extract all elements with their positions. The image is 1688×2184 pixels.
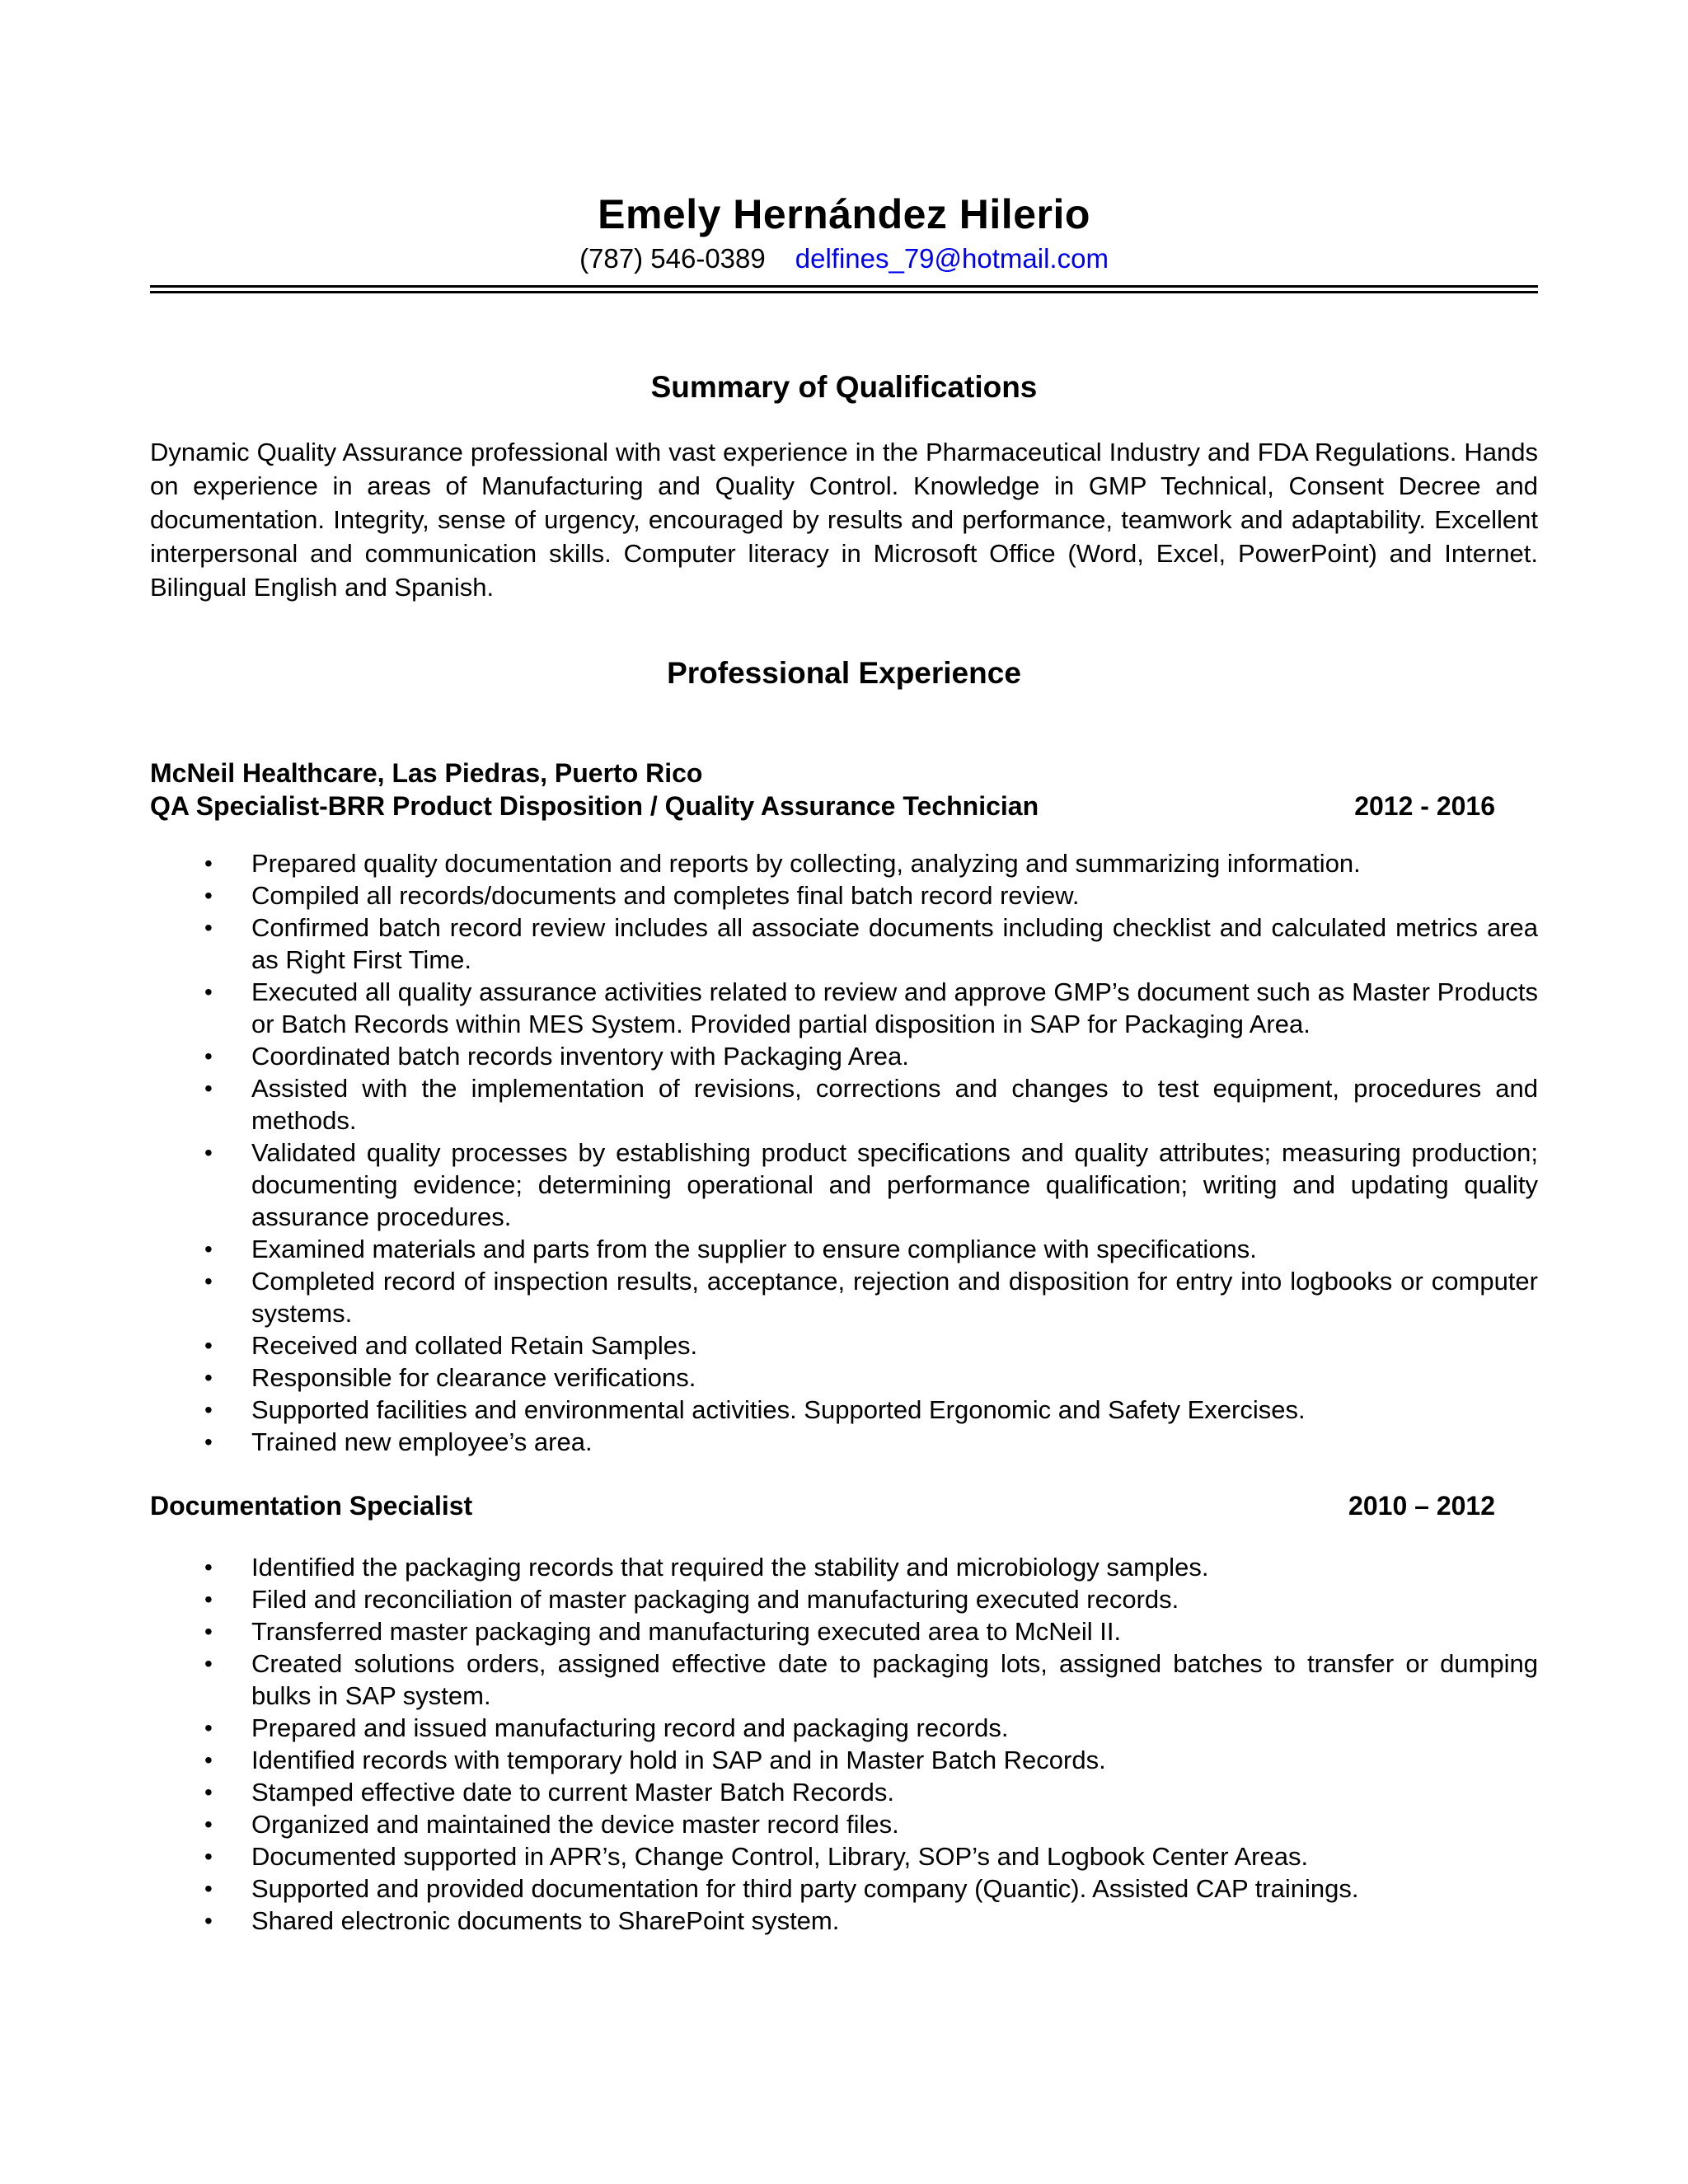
- bullet-item: • Prepared quality documentation and reports by collecting, analyzing and summarizing information.: [251, 847, 1538, 879]
- bullet-item: • Stamped effective date to current Master Batch Records.: [251, 1776, 1538, 1808]
- bullet-item: • Identified records with temporary hold in SAP and in Master Batch Records.: [251, 1744, 1538, 1776]
- job-dates: 2010 – 2012: [1348, 1491, 1495, 1521]
- bullet-item: • Executed all quality assurance activities related to review and approve GMP’s document such as Master Products or Batch Records within MES System. Provided partial disposition in SAP for Packaging Area.: [251, 976, 1538, 1040]
- bullet-item: • Supported facilities and environmental activities. Supported Ergonomic and Safety Exercises.: [251, 1394, 1538, 1426]
- job-title-row: [150, 1489, 1538, 1522]
- job-documentation-specialist: [150, 1489, 1538, 1937]
- bullet-item: • Trained new employee’s area.: [251, 1426, 1538, 1458]
- bullet-item: • Supported and provided documentation for third party company (Quantic). Assisted CAP trainings.: [251, 1872, 1538, 1905]
- summary-heading: Summary of Qualifications: [650, 370, 1038, 404]
- experience-heading: Professional Experience: [667, 656, 1021, 690]
- bullet-item: • Organized and maintained the device master record files.: [251, 1808, 1538, 1840]
- resume-header: [150, 191, 1538, 293]
- bullet-item: • Responsible for clearance verifications.: [251, 1361, 1538, 1394]
- bullet-item: • Documented supported in APR’s, Change Control, Library, SOP’s and Logbook Center Areas.: [251, 1840, 1538, 1872]
- job-dates: 2012 - 2016: [1354, 791, 1495, 821]
- bullet-item: • Received and collated Retain Samples.: [251, 1329, 1538, 1361]
- bullet-item: • Shared electronic documents to SharePoint system.: [251, 1905, 1538, 1937]
- job-title: QA Specialist-BRR Product Disposition / Quality Assurance Technician: [150, 791, 1039, 821]
- bullet-item: • Transferred master packaging and manufacturing executed area to McNeil II.: [251, 1615, 1538, 1647]
- bullet-item: • Examined materials and parts from the supplier to ensure compliance with specifications.: [251, 1233, 1538, 1265]
- bullet-item: • Coordinated batch records inventory with Packaging Area.: [251, 1040, 1538, 1072]
- bullet-item: • Created solutions orders, assigned effective date to packaging lots, assigned batches to transfer or dumping bulks in SAP system.: [251, 1647, 1538, 1712]
- email-link[interactable]: delfines_79@hotmail.com: [795, 243, 1109, 274]
- job-title: Documentation Specialist: [150, 1491, 473, 1521]
- bullet-item: • Validated quality processes by establishing product specifications and quality attributes; measuring production; documenting evidence; determining operational and performance qualification; writing and updating quality assurance procedures.: [251, 1137, 1538, 1233]
- bullet-item: • Assisted with the implementation of revisions, corrections and changes to test equipment, procedures and methods.: [251, 1072, 1538, 1137]
- bullet-list-qa-specialist: [150, 847, 1538, 1458]
- bullet-item: • Identified the packaging records that required the stability and microbiology samples.: [251, 1551, 1538, 1583]
- bullet-item: • Filed and reconciliation of master packaging and manufacturing executed records.: [251, 1583, 1538, 1615]
- summary-paragraph: Dynamic Quality Assurance professional with vast experience in the Pharmaceutical Industry and FDA Regulations. Hands on experience in areas of Manufacturing and Quality Control. Knowledge in GMP Technical, Consent Decree and documentation. Integrity, sense of urgency, encouraged by results and performance, teamwork and adaptability. Excellent interpersonal and communication skills. Computer literacy in Microsoft Office (Word, Excel, PowerPoint) and Internet. Bilingual English and Spanish.: [150, 438, 1538, 602]
- candidate-name: Emely Hernández Hilerio: [598, 191, 1090, 237]
- bullet-item: • Confirmed batch record review includes all associate documents including checklist and calculated metrics area as Right First Time.: [251, 912, 1538, 976]
- bullet-item: • Compiled all records/documents and completes final batch record review.: [251, 879, 1538, 912]
- job-mcneil-qa-specialist: [150, 757, 1538, 1458]
- job-title-row: [150, 790, 1538, 823]
- phone-number: (787) 546-0389: [579, 243, 766, 274]
- bullet-item: • Prepared and issued manufacturing record and packaging records.: [251, 1712, 1538, 1744]
- bullet-list-documentation-specialist: [150, 1551, 1538, 1937]
- contact-line: [150, 242, 1538, 275]
- job-company: McNeil Healthcare, Las Piedras, Puerto Rico: [150, 758, 703, 788]
- bullet-item: • Completed record of inspection results, acceptance, rejection and disposition for entry into logbooks or computer systems.: [251, 1265, 1538, 1329]
